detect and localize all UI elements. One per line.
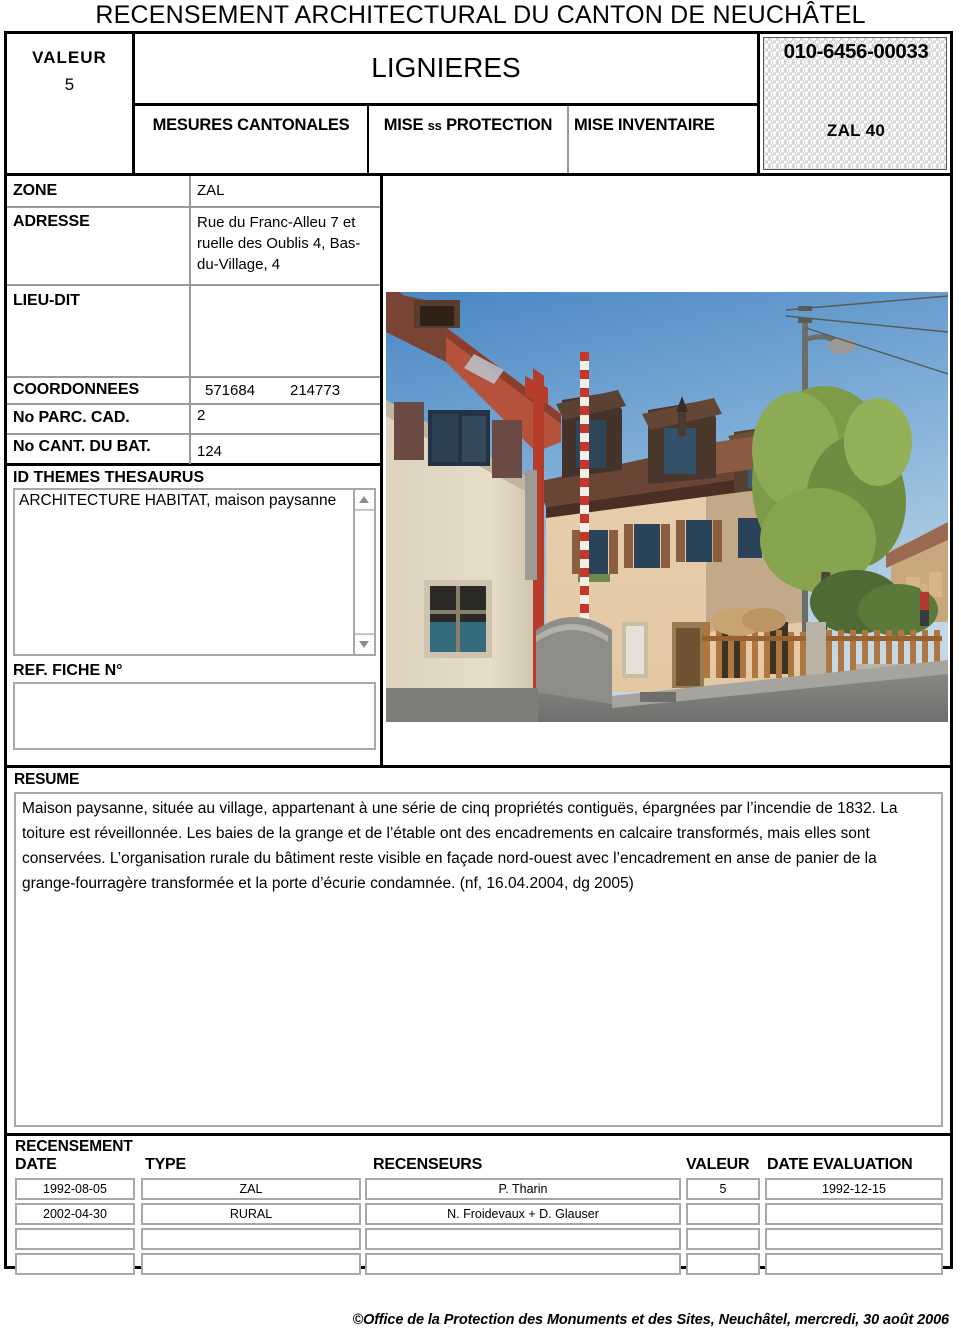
cell-date[interactable] bbox=[15, 1253, 135, 1275]
coordonnees-label: COORDONNEES bbox=[13, 381, 140, 398]
parcelle-label: No PARC. CAD. bbox=[13, 409, 130, 426]
thesaurus-label: ID THEMES THESAURUS bbox=[13, 469, 205, 486]
row-batiment bbox=[7, 435, 380, 466]
resume-section bbox=[7, 765, 950, 1133]
row-adresse bbox=[7, 208, 380, 286]
cell-type[interactable] bbox=[141, 1253, 361, 1275]
cell-recenseurs[interactable] bbox=[365, 1253, 681, 1275]
adresse-label: ADRESSE bbox=[13, 213, 90, 230]
table-row bbox=[7, 1253, 950, 1275]
valeur-label: VALEUR bbox=[32, 48, 107, 67]
lieudit-label: LIEU-DIT bbox=[13, 292, 80, 309]
photo-cell bbox=[386, 176, 950, 765]
cell-evaluation[interactable] bbox=[765, 1228, 943, 1250]
mesures-cantonales-cell: MESURES CANTONALES bbox=[135, 106, 369, 173]
cell-type[interactable]: ZAL bbox=[141, 1178, 361, 1200]
object-id-number: 010-6456-00033 bbox=[783, 40, 929, 63]
cell-valeur[interactable] bbox=[686, 1253, 760, 1275]
footer-copyright: ©Office de la Protection des Monuments et des Sites, Neuchâtel, mercredi, 30 août 2006 bbox=[352, 1312, 949, 1328]
cell-date[interactable] bbox=[15, 1228, 135, 1250]
header-measures-row bbox=[135, 106, 757, 173]
ref-fiche-label: REF. FICHE N° bbox=[13, 662, 123, 679]
column-header-type: TYPE bbox=[145, 1156, 186, 1173]
scroll-down-arrow-icon[interactable] bbox=[355, 634, 374, 654]
header-id-cell bbox=[760, 34, 950, 173]
cell-valeur[interactable]: 5 bbox=[686, 1178, 760, 1200]
cell-type[interactable] bbox=[141, 1228, 361, 1250]
mise-protection-ss: ss bbox=[427, 118, 442, 133]
mise-ss-protection-cell bbox=[369, 106, 569, 173]
batiment-value: 124 bbox=[197, 443, 223, 460]
scroll-up-arrow-icon[interactable] bbox=[355, 490, 374, 510]
thesaurus-scrollbar[interactable] bbox=[353, 490, 374, 654]
scrollbar-track[interactable] bbox=[355, 510, 374, 634]
thesaurus-textarea[interactable] bbox=[13, 488, 376, 656]
recensement-header-row bbox=[7, 1156, 950, 1178]
adresse-value: Rue du Franc-Alleu 7 et ruelle des Oublis 4, Bas-du-Village, 4 bbox=[197, 214, 361, 273]
table-row bbox=[7, 1178, 950, 1200]
form-frame bbox=[4, 31, 953, 1269]
cell-date[interactable]: 2002-04-30 bbox=[15, 1203, 135, 1225]
parcelle-value: 2 bbox=[197, 407, 206, 424]
row-coordonnees bbox=[7, 378, 380, 405]
column-header-date: DATE bbox=[15, 1156, 57, 1173]
building-photograph bbox=[386, 292, 948, 722]
page-title: RECENSEMENT ARCHITECTURAL DU CANTON DE NEUCHÂTEL bbox=[95, 1, 866, 29]
zone-label: ZONE bbox=[13, 182, 58, 199]
cell-recenseurs[interactable]: N. Froidevaux + D. Glauser bbox=[365, 1203, 681, 1225]
column-header-valeur: VALEUR bbox=[686, 1156, 750, 1173]
zone-value: ZAL bbox=[197, 182, 225, 199]
recensement-rows bbox=[7, 1178, 950, 1278]
column-header-recenseurs: RECENSEURS bbox=[373, 1156, 483, 1173]
table-row bbox=[7, 1228, 950, 1250]
resume-text: Maison paysanne, située au village, appartenant à une série de cinq propriétés contiguës, épargnées par l’incendie de 1832. La toiture est réveillonnée. Les baies de la grange et de l’étable ont des encadrements en calcaire transformés, mais elles sont conservées. L’organisation rurale du bâtiment reste visible en façade nord-ouest avec l’encadrement en anse de panier de la grange-fourragère transformée et la porte d’écurie condamnée. (nf, 16.04.2004, dg 2005) bbox=[22, 800, 898, 892]
coordonnees-y: 214773 bbox=[290, 382, 341, 399]
cell-recenseurs[interactable]: P. Tharin bbox=[365, 1178, 681, 1200]
resume-textarea[interactable] bbox=[14, 792, 943, 1127]
middle-block bbox=[7, 173, 950, 765]
row-zone bbox=[7, 176, 380, 208]
resume-label: RESUME bbox=[14, 771, 80, 788]
cell-evaluation[interactable] bbox=[765, 1253, 943, 1275]
cell-evaluation[interactable] bbox=[765, 1203, 943, 1225]
recensement-section bbox=[7, 1133, 950, 1266]
header-middle bbox=[135, 34, 760, 173]
batiment-label: No CANT. DU BAT. bbox=[13, 438, 151, 455]
mise-inventaire-cell: MISE INVENTAIRE bbox=[574, 116, 715, 134]
cell-type[interactable]: RURAL bbox=[141, 1203, 361, 1225]
column-header-evaluation: DATE EVALUATION bbox=[767, 1156, 913, 1173]
recensement-title: RECENSEMENT bbox=[15, 1138, 133, 1155]
cell-valeur[interactable] bbox=[686, 1203, 760, 1225]
table-row bbox=[7, 1203, 950, 1225]
row-parcelle bbox=[7, 405, 380, 435]
cell-recenseurs[interactable] bbox=[365, 1228, 681, 1250]
field-column bbox=[7, 176, 383, 765]
mise-protection-pre: MISE bbox=[383, 116, 428, 134]
header-block bbox=[7, 34, 950, 173]
row-lieudit bbox=[7, 286, 380, 378]
coordonnees-x: 571684 bbox=[205, 382, 256, 399]
commune-name: LIGNIERES bbox=[135, 34, 757, 106]
cell-evaluation[interactable]: 1992-12-15 bbox=[765, 1178, 943, 1200]
header-valeur-cell bbox=[7, 34, 135, 173]
cell-date[interactable]: 1992-08-05 bbox=[15, 1178, 135, 1200]
valeur-value: 5 bbox=[64, 75, 75, 94]
thesaurus-value: ARCHITECTURE HABITAT, maison paysanne bbox=[19, 492, 337, 509]
mise-protection-post: PROTECTION bbox=[441, 116, 553, 134]
zone-code: ZAL 40 bbox=[826, 121, 886, 140]
id-hatch-panel bbox=[763, 37, 947, 170]
ref-fiche-input[interactable] bbox=[13, 682, 376, 750]
cell-valeur[interactable] bbox=[686, 1228, 760, 1250]
